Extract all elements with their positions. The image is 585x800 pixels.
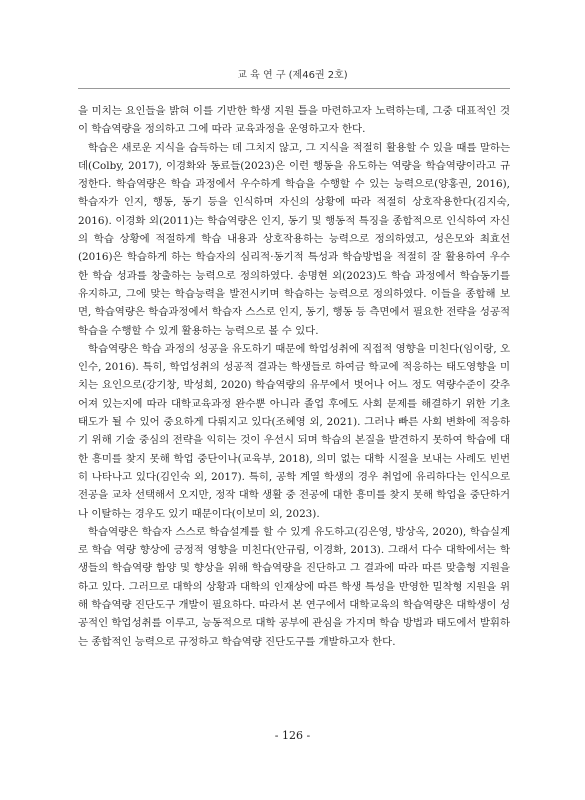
header-divider — [78, 88, 510, 89]
paragraph-continuation: 을 미치는 요인들을 밝혀 이를 기반한 학생 지원 틀을 마련하고자 노력하는데, 그중 대표적인 것이 학습역량을 정의하고 그에 따라 교육과정을 운영하고자 한다. — [78, 105, 510, 136]
page-number: - 126 - — [274, 729, 311, 742]
running-header: 교 육 연 구 (제46권 2호) — [237, 70, 348, 81]
paragraph-diagnostic-tool: 학습역량은 학습자 스스로 학습설계를 할 수 있게 유도하고(김은영, 방상옥, 2020), 학습실계로 학습 역량 향상에 긍정적 영향을 미친다(안규림, 이경화, 2013). 그래서 다수 대학에서는 학생들의 학습역량 함양 및 향상을 위해 학습역량을 진단하고 그 결과에 따라 따른 맞춤형 지원을 하고 있다. 그러므로 대학의 상황과 대학의 인재상에 따른 학생 특성을 반영한 밀착형 지원을 위해 학습역량 진단도구 개발이 필요하다. 따라서 본 연구에서 대학교육의 학습역량은 대학생이 성공적인 학업성취를 이루고, 능동적으로 대학 공부에 관심을 가지며 학습 방법과 태도에서 발휘하는 종합적인 능력으로 규정하고 학습역량 진단도구를 개발하고자 한다. — [78, 525, 510, 648]
paragraph-academic-achievement: 학습역량은 학습 과정의 성공을 유도하기 때문에 학업성취에 직접적 영향을 미친다(임이랑, 오인수, 2016). 특히, 학업성취의 성공적 결과는 학생들로 하여금 학교에 적응하는 태도영향을 미치는 요인으로(강기창, 박성희, 2020) 학습역량의 유무에서 벗어나 어느 정도 역량수준이 갖추어져 있는지에 따라 대학교육과정 완수뿐 아니라 졸업 후에도 사회 문제를 해결하기 위한 기초 태도가 될 수 있어 중요하게 다뤄지고 있다(조혜영 외, 2021). 그러나 빠른 사회 변화에 적응하기 위해 기술 중심의 전략을 익히는 것이 우선시 되며 학습의 본질을 발견하지 못하여 학습에 대한 흥미를 찾지 못해 학업 중단이나(교육부, 2018), 의미 없는 대학 시절을 보내는 사례도 빈번히 나타나고 있다(김인숙 외, 2017). 특히, 공학 계열 학생의 경우 취업에 유리하다는 인식으로 전공을 교차 선택해서 오지만, 정작 대학 생활 중 전공에 대한 흥미를 찾지 못해 학업을 중단하거나 이탈하는 경우도 있기 때문이다(이보미 외, 2023). — [78, 342, 510, 520]
body-text — [78, 102, 510, 651]
paragraph-learning-definition: 학습은 새로운 지식을 습득하는 데 그치지 않고, 그 지식을 적절히 활용할 수 있을 때를 말하는데(Colby, 2017), 이경화와 동료들(2023)은 이런 행동을 유도하는 역량을 학습역량이라고 규정한다. 학습역량은 학습 과정에서 우수하게 학습을 수행할 수 있는 능력으로(양홍권, 2016), 학습자가 인지, 행동, 동기 등을 인식하며 자신의 상황에 따라 적절히 상호작용한다(김지숙, 2016). 이경화 외(2011)는 학습역량은 인지, 동기 및 행동적 특징을 종합적으로 인식하여 자신의 학습 상황에 적절하게 학습 내용과 상호작용하는 능력으로 정의하였고, 성은모와 최효선(2016)은 학습하게 하는 학습자의 심리적·동기적 특성과 학습방법을 적절히 잘 활용하여 우수한 학습 성과를 창출하는 능력으로 정의하였다. 송명현 외(2023)도 학습 과정에서 학습동기를 유지하고, 그에 맞는 학습능력을 발전시키며 학습하는 능력으로 정의하였다. 이들을 종합해 보면, 학습역량은 학습과정에서 학습자 스스로 인지, 동기, 행동 등 측면에서 필요한 전략을 성공적 학습을 수행할 수 있게 활용하는 능력으로 볼 수 있다. — [78, 141, 510, 337]
